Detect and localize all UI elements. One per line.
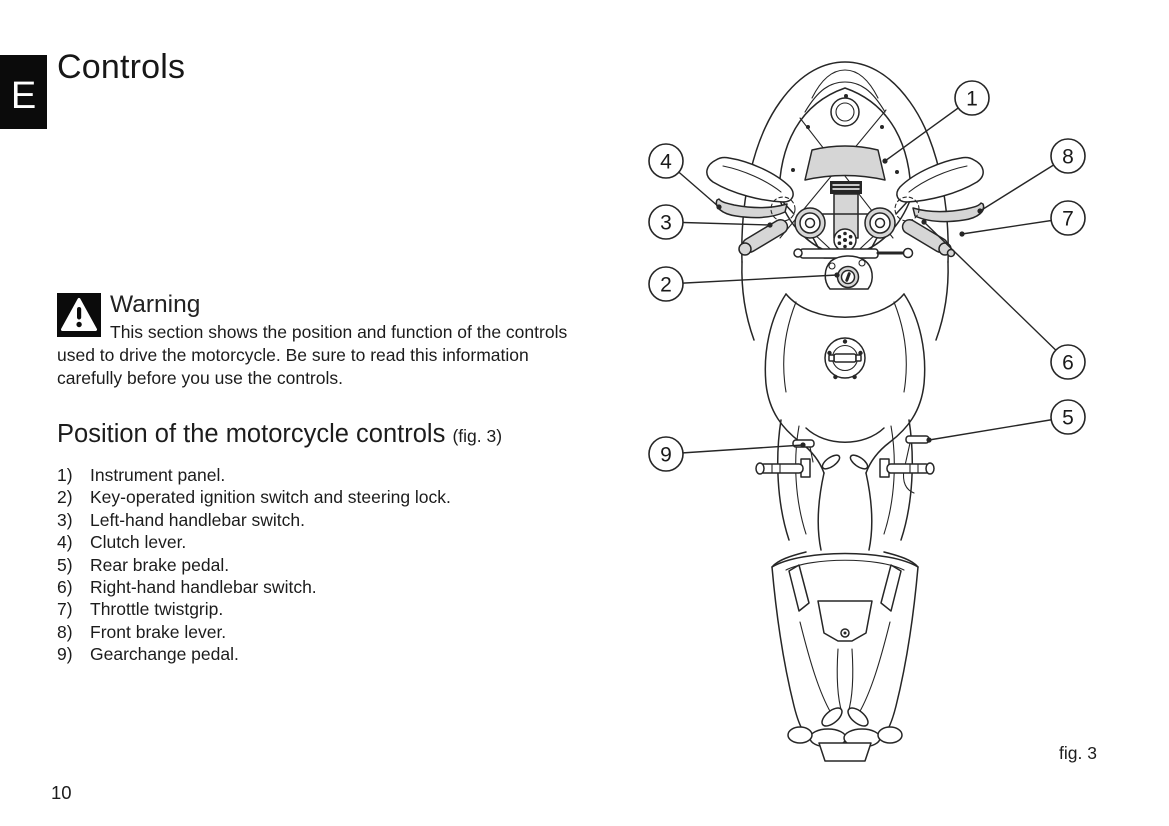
svg-text:5: 5	[1062, 406, 1074, 430]
list-item-number: 1)	[57, 465, 73, 485]
warning-heading: Warning	[110, 291, 201, 318]
list-item	[57, 531, 577, 553]
list-item-label: Clutch lever.	[90, 532, 187, 553]
list-item	[57, 509, 577, 531]
motorcycle-top-view-diagram	[630, 40, 1130, 785]
list-item	[57, 464, 577, 486]
callout-5	[926, 400, 1085, 443]
list-item-number: 7)	[57, 599, 73, 620]
list-item	[57, 554, 577, 576]
list-item	[57, 621, 577, 643]
list-item-number: 3)	[57, 509, 73, 530]
list-item-number: 9)	[57, 644, 73, 665]
list-item-label: Front brake lever.	[90, 621, 227, 642]
svg-text:4: 4	[660, 150, 672, 174]
warning-body: This section shows the position and function of the controls used to drive the motorcycle. Be sure to read this information carefully before you use the controls.	[57, 322, 568, 388]
list-item-label: Throttle twistgrip.	[90, 599, 224, 620]
list-item-label: Left-hand handlebar switch.	[90, 509, 305, 530]
list-item	[57, 486, 577, 508]
list-item-label: Rear brake pedal.	[90, 554, 230, 575]
language-tab	[0, 55, 47, 129]
controls-list	[57, 464, 577, 666]
controls-section	[57, 420, 577, 666]
callout-2	[649, 267, 840, 301]
list-item-number: 2)	[57, 487, 73, 508]
figure-3	[630, 40, 1130, 785]
svg-text:3: 3	[660, 211, 672, 235]
svg-text:9: 9	[660, 443, 672, 467]
list-item	[57, 598, 577, 620]
list-item	[57, 643, 577, 665]
svg-text:8: 8	[1062, 145, 1074, 169]
list-item-label: Gearchange pedal.	[90, 644, 239, 665]
list-item-label: Instrument panel.	[90, 465, 226, 485]
list-item-number: 5)	[57, 554, 73, 575]
svg-text:7: 7	[1062, 207, 1074, 231]
figure-caption: fig. 3	[1059, 743, 1097, 763]
list-item	[57, 576, 577, 598]
svg-text:1: 1	[966, 87, 978, 111]
figure-reference: (fig. 3)	[452, 426, 503, 446]
warning-block	[57, 291, 572, 390]
page-number: 10	[51, 782, 72, 803]
list-item-number: 8)	[57, 621, 73, 642]
list-item-number: 4)	[57, 532, 73, 553]
section-heading	[57, 420, 577, 449]
language-tab-label: E	[10, 75, 37, 117]
svg-text:2: 2	[660, 273, 672, 297]
motorcycle-drawing	[707, 62, 984, 761]
svg-text:6: 6	[1062, 351, 1074, 375]
section-heading-text: Position of the motorcycle controls	[57, 420, 446, 448]
list-item-label: Key-operated ignition switch and steering lock.	[90, 487, 451, 508]
callout-1	[882, 81, 989, 164]
list-item-number: 6)	[57, 577, 73, 598]
warning-icon	[57, 293, 101, 337]
page-title: Controls	[57, 48, 186, 86]
list-item-label: Right-hand handlebar switch.	[90, 577, 317, 598]
